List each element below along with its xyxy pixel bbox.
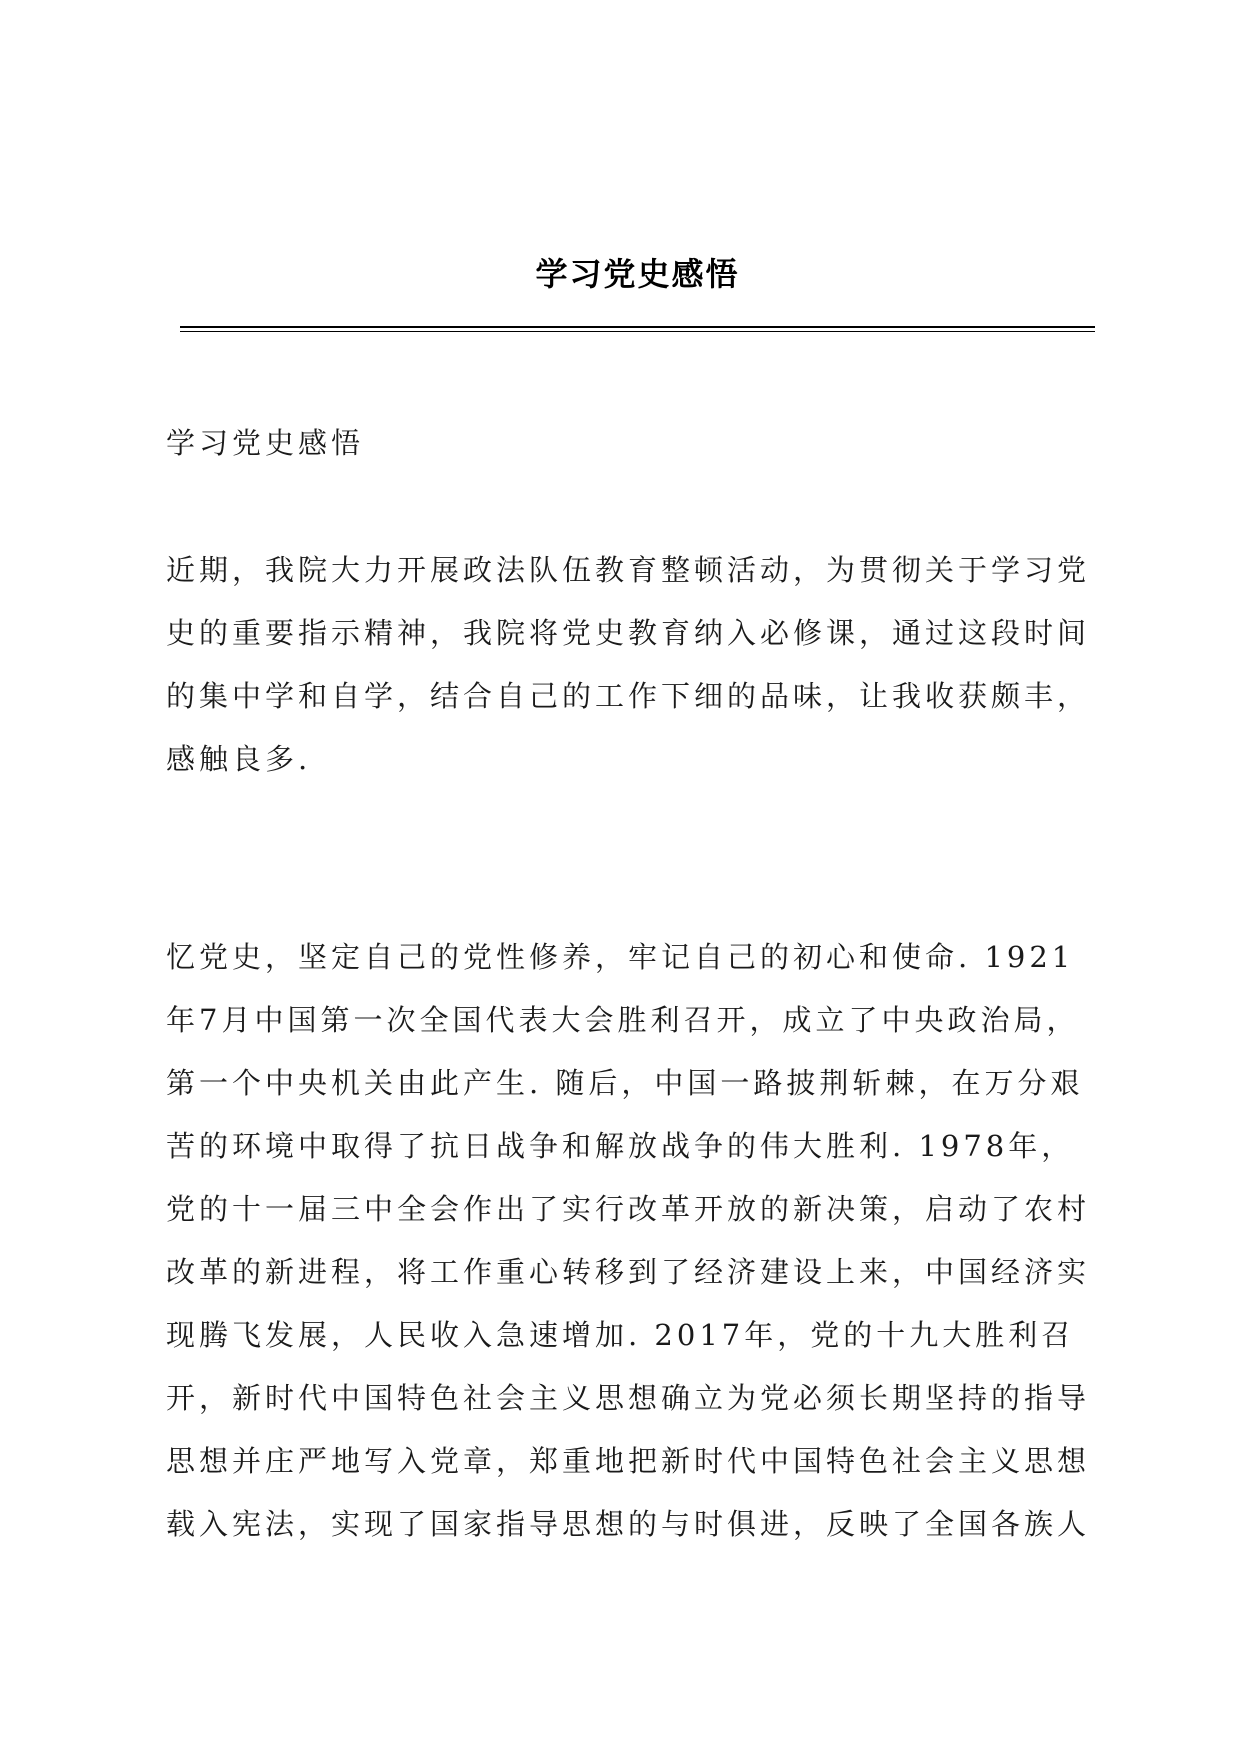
paragraph-history: 忆党史，坚定自己的党性修养，牢记自己的初心和使命. 1921年7月中国第一次全国代表大会胜利召开，成立了中央政治局，第一个中央机关由此产生. 随后，中国一路披荆斩棘，在万分艰苦的环境中取得了抗日战争和解放战争的伟大胜利. 1978年，党的十一届三中全会作出了实行改革开放的新决策，启动了农村改革的新进程，将工作重心转移到了经济建设上来，中国经济实现腾飞发展，人民收入急速增加. 2017年，党的十九大胜利召开，新时代中国特色社会主义思想确立为党必须长期坚持的指导思想并庄严地写入党章，郑重地把新时代中国特色社会主义思想载入宪法，实现了国家指导思想的与时俱进，反映了全国各族人: [166, 940, 1091, 1541]
paragraph-intro: 近期，我院大力开展政法队伍教育整顿活动，为贯彻关于学习党史的重要指示精神，我院将党史教育纳入必修课，通过这段时间的集中学和自学，结合自己的工作下细的品味，让我收获颇丰，感触良多.: [166, 553, 1091, 776]
section-heading: 学习党史感悟: [166, 426, 365, 460]
document-title: 学习党史感悟: [535, 255, 740, 293]
title-divider: [180, 326, 1095, 332]
